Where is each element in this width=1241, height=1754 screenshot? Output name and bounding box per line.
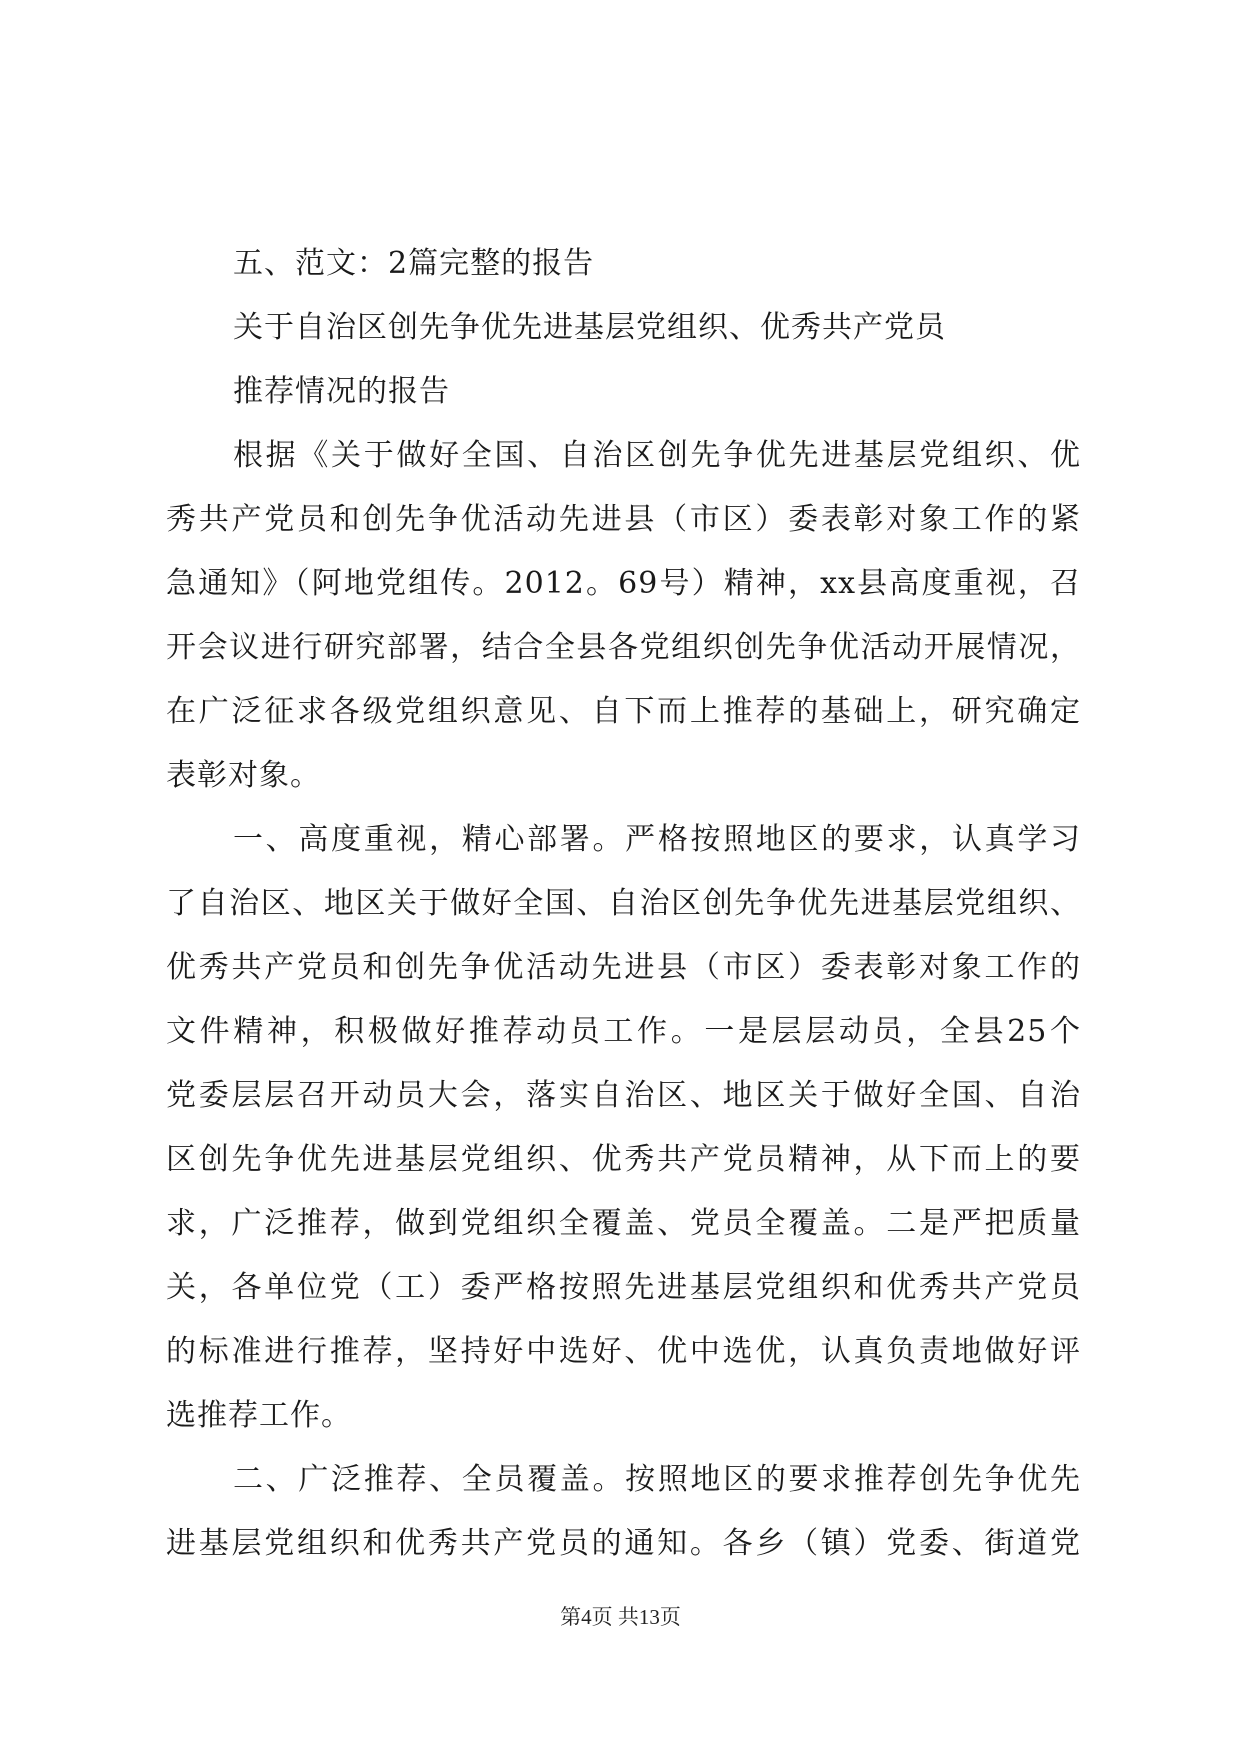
report-title-line-2: 推荐情况的报告 [233,374,450,409]
section-heading: 五、范文：2篇完整的报告 [233,246,595,281]
paragraph-line: 开会议进行研究部署，结合全县各党组织创先争优活动开展情况， [166,630,1081,665]
paragraph-line: 一、高度重视，精心部署。严格按照地区的要求，认真学习 [233,822,1081,857]
paragraph-line: 在广泛征求各级党组织意见、自下而上推荐的基础上，研究确定 [166,694,1081,729]
paragraph-line: 区创先争优先进基层党组织、优秀共产党员精神，从下而上的要 [166,1142,1081,1177]
paragraph-line: 了自治区、地区关于做好全国、自治区创先争优先进基层党组织、 [166,886,1081,921]
paragraph-line: 表彰对象。 [166,758,321,793]
paragraph-line: 急通知》（阿地党组传。2012。69号）精神，xx县高度重视，召 [166,566,1081,601]
report-title-line-1: 关于自治区创先争优先进基层党组织、优秀共产党员 [233,310,946,345]
paragraph-line: 进基层党组织和优秀共产党员的通知。各乡（镇）党委、街道党 [166,1526,1081,1561]
paragraph-line: 文件精神，积极做好推荐动员工作。一是层层动员，全县25个 [166,1014,1081,1049]
paragraph-line: 秀共产党员和创先争优活动先进县（市区）委表彰对象工作的紧 [166,502,1081,537]
paragraph-line: 优秀共产党员和创先争优活动先进县（市区）委表彰对象工作的 [166,950,1081,985]
paragraph-line: 选推荐工作。 [166,1398,352,1433]
document-body [166,232,1081,1576]
paragraph-line: 二、广泛推荐、全员覆盖。按照地区的要求推荐创先争优先 [233,1462,1081,1497]
paragraph-line: 关，各单位党（工）委严格按照先进基层党组织和优秀共产党员 [166,1270,1081,1305]
paragraph-line: 根据《关于做好全国、自治区创先争优先进基层党组织、优 [233,438,1081,473]
paragraph-line: 党委层层召开动员大会，落实自治区、地区关于做好全国、自治 [166,1078,1081,1113]
paragraph-line: 求，广泛推荐，做到党组织全覆盖、党员全覆盖。二是严把质量 [166,1206,1081,1241]
paragraph-line: 的标准进行推荐，坚持好中选好、优中选优，认真负责地做好评 [166,1334,1081,1369]
page-footer: 第4页 共13页 [560,1605,681,1629]
